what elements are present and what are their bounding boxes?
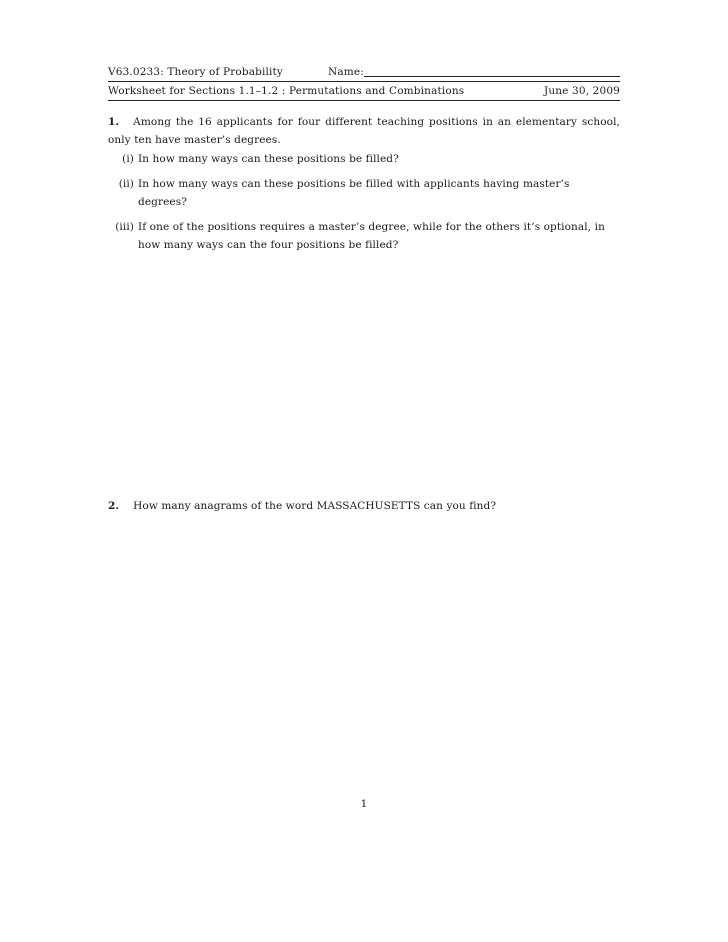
problem-1-text: Among the 16 applicants for four different teaching positions in an elementary school, only ten have master’s degrees. xyxy=(108,116,620,146)
problem-1 xyxy=(108,113,620,149)
problem-2 xyxy=(108,497,620,515)
name-field-line[interactable] xyxy=(364,76,620,77)
problem-1-part-i xyxy=(108,150,620,168)
problem-1-number: 1. xyxy=(108,116,120,128)
course-title: V63.0233: Theory of Probability xyxy=(108,66,283,78)
problem-2-number: 2. xyxy=(108,500,120,512)
part-label: (iii) xyxy=(115,221,134,233)
name-label: Name: xyxy=(328,66,364,78)
worksheet-header xyxy=(108,64,620,101)
problem-2-text: How many anagrams of the word MASSACHUSETTS can you find? xyxy=(133,500,497,512)
problem-1-parts xyxy=(108,150,620,261)
part-label: (i) xyxy=(122,153,134,165)
part-text: In how many ways can these positions be filled? xyxy=(138,153,399,165)
part-text: If one of the positions requires a master’s degree, while for the others it’s optional, in how many ways can the four positions be filled? xyxy=(138,221,605,251)
part-label: (ii) xyxy=(118,178,134,190)
worksheet-date: June 30, 2009 xyxy=(544,85,620,97)
header-row-1 xyxy=(108,64,620,81)
header-row-2 xyxy=(108,81,620,101)
worksheet-title: Worksheet for Sections 1.1–1.2 : Permutations and Combinations xyxy=(108,85,465,97)
problem-1-part-ii xyxy=(108,175,620,211)
page-number: 1 xyxy=(360,798,368,810)
problem-1-part-iii xyxy=(108,218,620,254)
part-text: In how many ways can these positions be filled with applicants having master’s degrees? xyxy=(138,178,570,208)
